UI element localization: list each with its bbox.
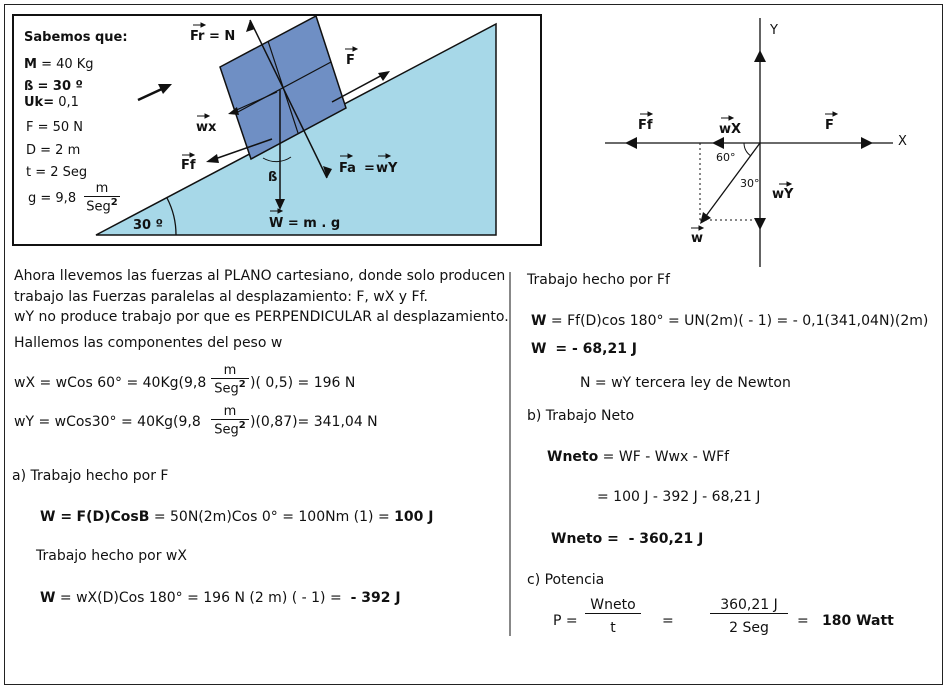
wx-label: wx [196,120,217,135]
gravity-fraction: m Seg$^2$ [84,181,120,214]
work-f-title: a) Trabajo hecho por F [12,468,169,484]
work-ff-equation: W = Ff(D)cos 180° = UN(2m)( - 1) = - 0,1(341,04N)(2m) [531,313,929,329]
power-label: P = [553,613,578,629]
fa-equals: = [364,161,375,176]
net-work-result: Wneto = - 360,21 J [551,531,704,547]
work-ff-result: W = - 68,21 J [531,341,638,357]
work-wx-title: Trabajo hecho por wX [36,548,187,564]
wy-equation-b: )(0,87)= 341,04 N [250,414,378,430]
wx-equation-a: wX = wCos 60° = 40Kg(9,8 [14,375,207,391]
uk-row: Uk= 0,1 [24,95,79,110]
f-label: F [346,53,355,68]
wx-equation-b: )( 0,5) = 196 N [250,375,356,391]
f-axis-label: F [825,118,834,133]
time-row: t = 2 Seg [26,165,88,180]
power-result: 180 Watt [822,613,894,629]
power-fraction-2: 360,21 J 2 Seg [710,597,788,636]
wy-axis-label: wY [772,187,794,202]
intro-line-1: Ahora llevemos las fuerzas al PLANO cartesiano, donde solo producen [14,268,506,284]
gravity-label: g = 9,8 [28,191,77,206]
beta-row: ß = 30 º [24,79,83,94]
ff-axis-label: Ff [638,118,653,133]
ff-label: Ff [181,158,196,173]
wy-label: wY [376,161,398,176]
normal-label: Fr = N [190,29,236,44]
w-axis-label: w [691,231,704,246]
known-title: Sabemos que: [24,30,128,45]
x-axis-label: X [898,134,907,149]
weight-label: W = m . g [269,216,341,231]
mass-row: M = 40 Kg [24,57,94,72]
work-wx-equation: W = wX(D)Cos 180° = 196 N (2 m) ( - 1) = - 392 J [40,590,401,606]
work-f-equation: W = F(D)CosB = 50N(2m)Cos 0° = 100Nm (1) = 100 J [40,509,434,525]
wy-equation-fraction: m Seg$^2$ [211,404,249,437]
wx-axis-label: wX [719,122,742,137]
angle-60-label: 60° [716,151,736,164]
distance-row: D = 2 m [26,143,81,158]
power-title: c) Potencia [527,572,605,588]
components-title: Hallemos las componentes del peso w [14,335,283,351]
intro-line-2: trabajo las Fuerzas paralelas al desplazamiento: F, wX y Ff. [14,289,428,305]
intro-line-3: wY no produce trabajo por que es PERPENDICULAR al desplazamiento. [14,309,509,325]
angle-30-label: 30° [740,177,760,190]
power-equals-1: = [662,613,674,629]
work-ff-title: Trabajo hecho por Ff [527,272,670,288]
beta-angle-label: ß [268,170,278,185]
net-work-line-2: = 100 J - 392 J - 68,21 J [597,489,761,505]
fa-label: Fa [339,161,356,176]
y-axis-label: Y [770,23,778,38]
power-fraction-1: Wneto t [585,597,641,636]
incline-angle-label: 30 º [133,218,163,233]
wy-equation-a: wY = wCos30° = 40Kg(9,8 [14,414,201,430]
force-row: F = 50 N [26,120,84,135]
newton-note: N = wY tercera ley de Newton [580,375,791,391]
net-work-line-1: Wneto = WF - Wwx - WFf [547,449,730,465]
wx-equation-fraction: m Seg$^2$ [211,363,249,396]
net-work-title: b) Trabajo Neto [527,408,635,424]
power-equals-2: = [797,613,809,629]
